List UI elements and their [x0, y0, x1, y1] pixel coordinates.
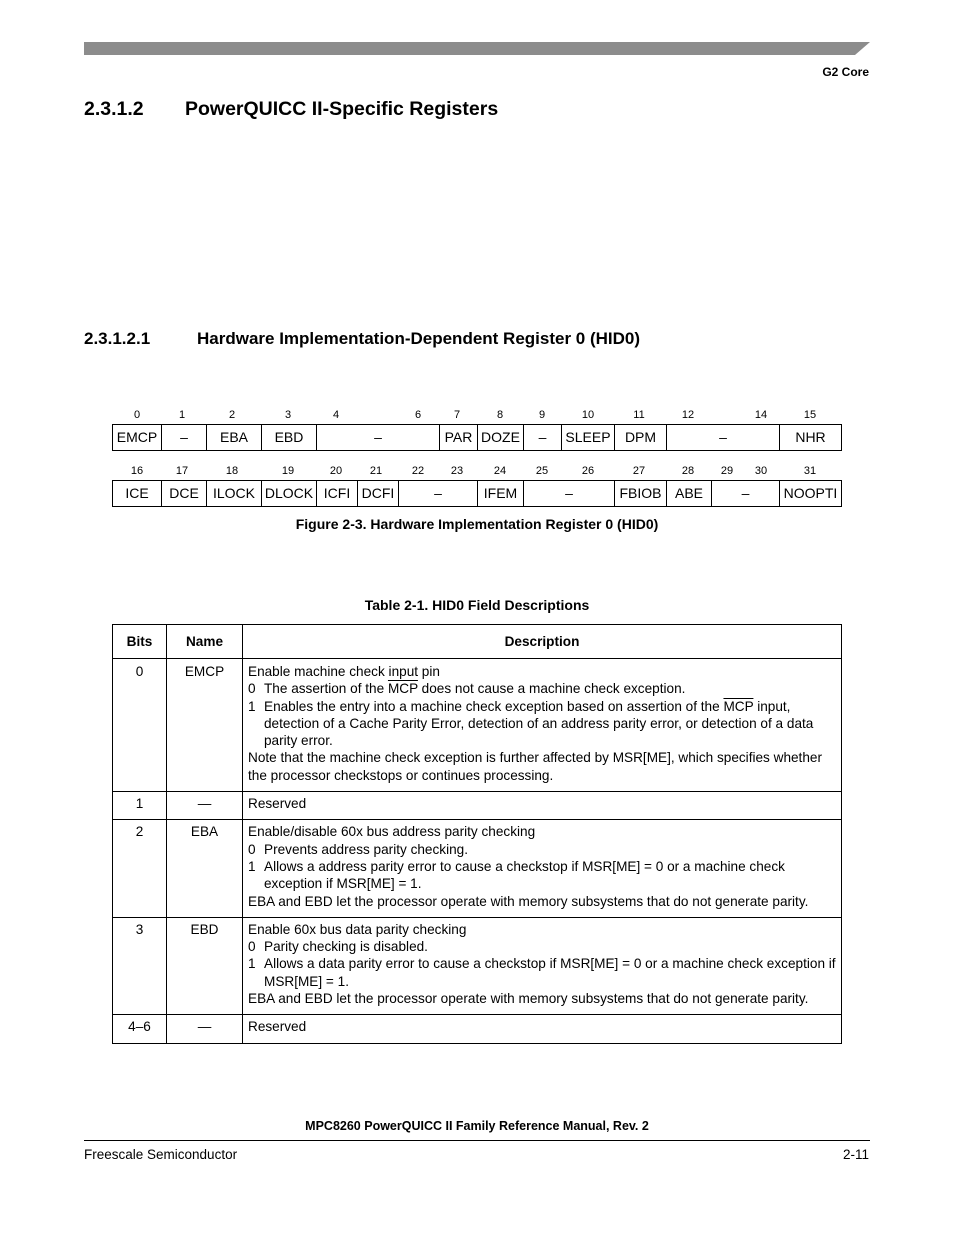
table-row — [113, 659, 842, 792]
value-text: Parity checking is disabled. — [264, 939, 428, 955]
bit-number: 8 — [496, 409, 504, 421]
value-key: 1 — [248, 858, 256, 874]
value-0 — [248, 841, 836, 858]
field-dpm: DPM — [614, 425, 666, 450]
field-noopti: NOOPTI — [779, 481, 841, 506]
subsection-number: 2.3.1.2.1 — [84, 329, 151, 348]
description-intro: Enable machine check input pin — [248, 664, 440, 679]
cell-bits: 3 — [113, 917, 167, 1014]
bit-number: 24 — [493, 465, 507, 477]
cell-name: EBD — [167, 917, 243, 1014]
description-intro: Enable 60x bus data parity checking — [248, 921, 467, 937]
field-reserved: – — [316, 425, 439, 450]
field-abe: ABE — [666, 481, 711, 506]
description-note: EBA and EBD let the processor operate with memory subsystems that do not generate parity. — [248, 991, 809, 1007]
description-note: Note that the machine check exception is further affected by MSR[ME], which specifies whether the processor checkstops or continues processing. — [248, 750, 822, 783]
footer-divider — [84, 1140, 870, 1141]
value-0 — [248, 680, 836, 697]
bit-number: 29 — [720, 465, 734, 477]
field-dcfi: DCFI — [357, 481, 398, 506]
value-0 — [248, 938, 836, 955]
cell-name: — — [167, 1015, 243, 1043]
field-reserved: – — [523, 481, 614, 506]
bit-number: 21 — [369, 465, 383, 477]
column-header-name: Name — [167, 625, 243, 659]
field-ilock: ILOCK — [206, 481, 261, 506]
field-sleep: SLEEP — [561, 425, 614, 450]
value-text: Allows a address parity error to cause a checkstop if MSR[ME] = 0 or a machine check exception if MSR[ME] = 1. — [264, 858, 785, 892]
cell-name: EBA — [167, 820, 243, 917]
bit-number: 6 — [414, 409, 422, 421]
register-fields — [112, 424, 842, 451]
value-1 — [248, 858, 836, 893]
bit-number: 7 — [453, 409, 461, 421]
bit-number: 2 — [228, 409, 236, 421]
field-reserved: – — [523, 425, 561, 450]
value-text-part: input, detection of a Cache Parity Error, detection of an address parity error, or detection of a data parity error. — [264, 698, 814, 749]
bit-number: 11 — [633, 409, 645, 421]
subsection-title: Hardware Implementation-Dependent Register 0 (HID0) — [197, 329, 641, 348]
bit-number: 16 — [130, 465, 144, 477]
field-reserved: – — [711, 481, 779, 506]
bit-number: 23 — [450, 465, 464, 477]
cell-bits: 1 — [113, 792, 167, 820]
bit-number: 25 — [535, 465, 549, 477]
value-text — [264, 698, 836, 750]
bit-number: 28 — [681, 465, 695, 477]
value-text-part: The assertion of the — [264, 681, 388, 697]
field-par: PAR — [439, 425, 477, 450]
field-reserved: – — [398, 481, 477, 506]
description-note: EBA and EBD let the processor operate with memory subsystems that do not generate parity. — [248, 893, 809, 909]
field-reserved: – — [666, 425, 779, 450]
bit-number: 19 — [281, 465, 295, 477]
table-header-row — [113, 625, 842, 659]
manual-title: MPC8260 PowerQUICC II Family Reference Manual, Rev. 2 — [305, 1119, 649, 1133]
value-key: 0 — [248, 939, 256, 955]
bit-number: 27 — [632, 465, 646, 477]
field-descriptions-table — [112, 624, 842, 1044]
register-fields — [112, 480, 842, 507]
value-key: 0 — [248, 681, 256, 697]
cell-bits: 2 — [113, 820, 167, 917]
value-key: 1 — [248, 956, 256, 972]
field-dlock: DLOCK — [261, 481, 316, 506]
bit-number: 1 — [178, 409, 186, 421]
cell-bits: 4–6 — [113, 1015, 167, 1043]
cell-description: Reserved — [243, 1015, 842, 1043]
bit-number: 20 — [329, 465, 343, 477]
bit-number: 22 — [411, 465, 425, 477]
bit-number: 26 — [581, 465, 595, 477]
table-row — [113, 1015, 842, 1043]
value-key: 0 — [248, 841, 256, 857]
header-bar — [84, 42, 870, 55]
value-text: Allows a data parity error to cause a checkstop if MSR[ME] = 0 or a machine check exception if MSR[ME] = 1. — [264, 956, 836, 989]
chapter-label: G2 Core — [822, 65, 869, 79]
bit-number: 12 — [681, 409, 695, 421]
bit-number: 4 — [332, 409, 340, 421]
value-1 — [248, 955, 836, 990]
field-ifem: IFEM — [477, 481, 523, 506]
bit-number: 14 — [754, 409, 768, 421]
table-row — [113, 792, 842, 820]
field-fbiob: FBIOB — [614, 481, 666, 506]
value-text-part: Enables the entry into a machine check exception based on assertion of the — [264, 698, 724, 714]
value-text: Prevents address parity checking. — [264, 841, 469, 857]
subsection-heading — [84, 329, 640, 349]
bit-numbers — [112, 407, 842, 424]
description-intro: Enable/disable 60x bus address parity checking — [248, 824, 536, 840]
bit-number: 15 — [803, 409, 817, 421]
field-ebd: EBD — [261, 425, 316, 450]
field-emcp: EMCP — [116, 429, 158, 445]
bit-number: 17 — [175, 465, 189, 477]
section-number: 2.3.1.2 — [84, 98, 144, 120]
cell-bits: 0 — [113, 659, 167, 792]
field-ice: ICE — [125, 485, 149, 501]
figure-caption: Figure 2-3. Hardware Implementation Register 0 (HID0) — [295, 516, 659, 532]
section-heading — [84, 98, 498, 121]
cell-name: — — [167, 792, 243, 820]
value-1 — [248, 698, 836, 750]
register-diagram-lower — [112, 463, 842, 507]
column-header-description: Description — [243, 625, 842, 659]
field-eba: EBA — [206, 425, 261, 450]
bit-number: 10 — [581, 409, 595, 421]
bit-number: 9 — [538, 409, 546, 421]
bit-numbers — [112, 463, 842, 480]
cell-description — [243, 659, 842, 792]
table-row — [113, 917, 842, 1014]
publisher: Freescale Semiconductor — [84, 1147, 238, 1162]
register-diagram-upper — [112, 407, 842, 451]
bit-number: 3 — [284, 409, 292, 421]
cell-description — [243, 820, 842, 917]
field-nhr: NHR — [779, 425, 841, 450]
bit-number: 31 — [803, 465, 817, 477]
value-key: 1 — [248, 698, 256, 714]
section-title: PowerQUICC II-Specific Registers — [185, 98, 499, 120]
field-reserved: – — [161, 425, 206, 450]
mcp-signal: $\overline{MCP}$ — [387, 681, 418, 697]
field-icfi: ICFI — [316, 481, 357, 506]
bit-number: 0 — [133, 409, 141, 421]
cell-description: Reserved — [243, 792, 842, 820]
mcp-signal: $\overline{MCP}$ — [723, 698, 754, 714]
field-doze: DOZE — [477, 425, 523, 450]
value-text — [264, 680, 685, 697]
bit-number: 18 — [225, 465, 239, 477]
cell-description — [243, 917, 842, 1014]
value-text-part: does not cause a machine check exception. — [417, 681, 686, 697]
column-header-bits: Bits — [113, 625, 167, 659]
cell-name: EMCP — [167, 659, 243, 792]
page-number: 2-11 — [842, 1147, 869, 1162]
bit-number: 30 — [754, 465, 768, 477]
table-row — [113, 820, 842, 917]
field-dce: DCE — [161, 481, 206, 506]
table-caption: Table 2-1. HID0 Field Descriptions — [364, 597, 590, 613]
